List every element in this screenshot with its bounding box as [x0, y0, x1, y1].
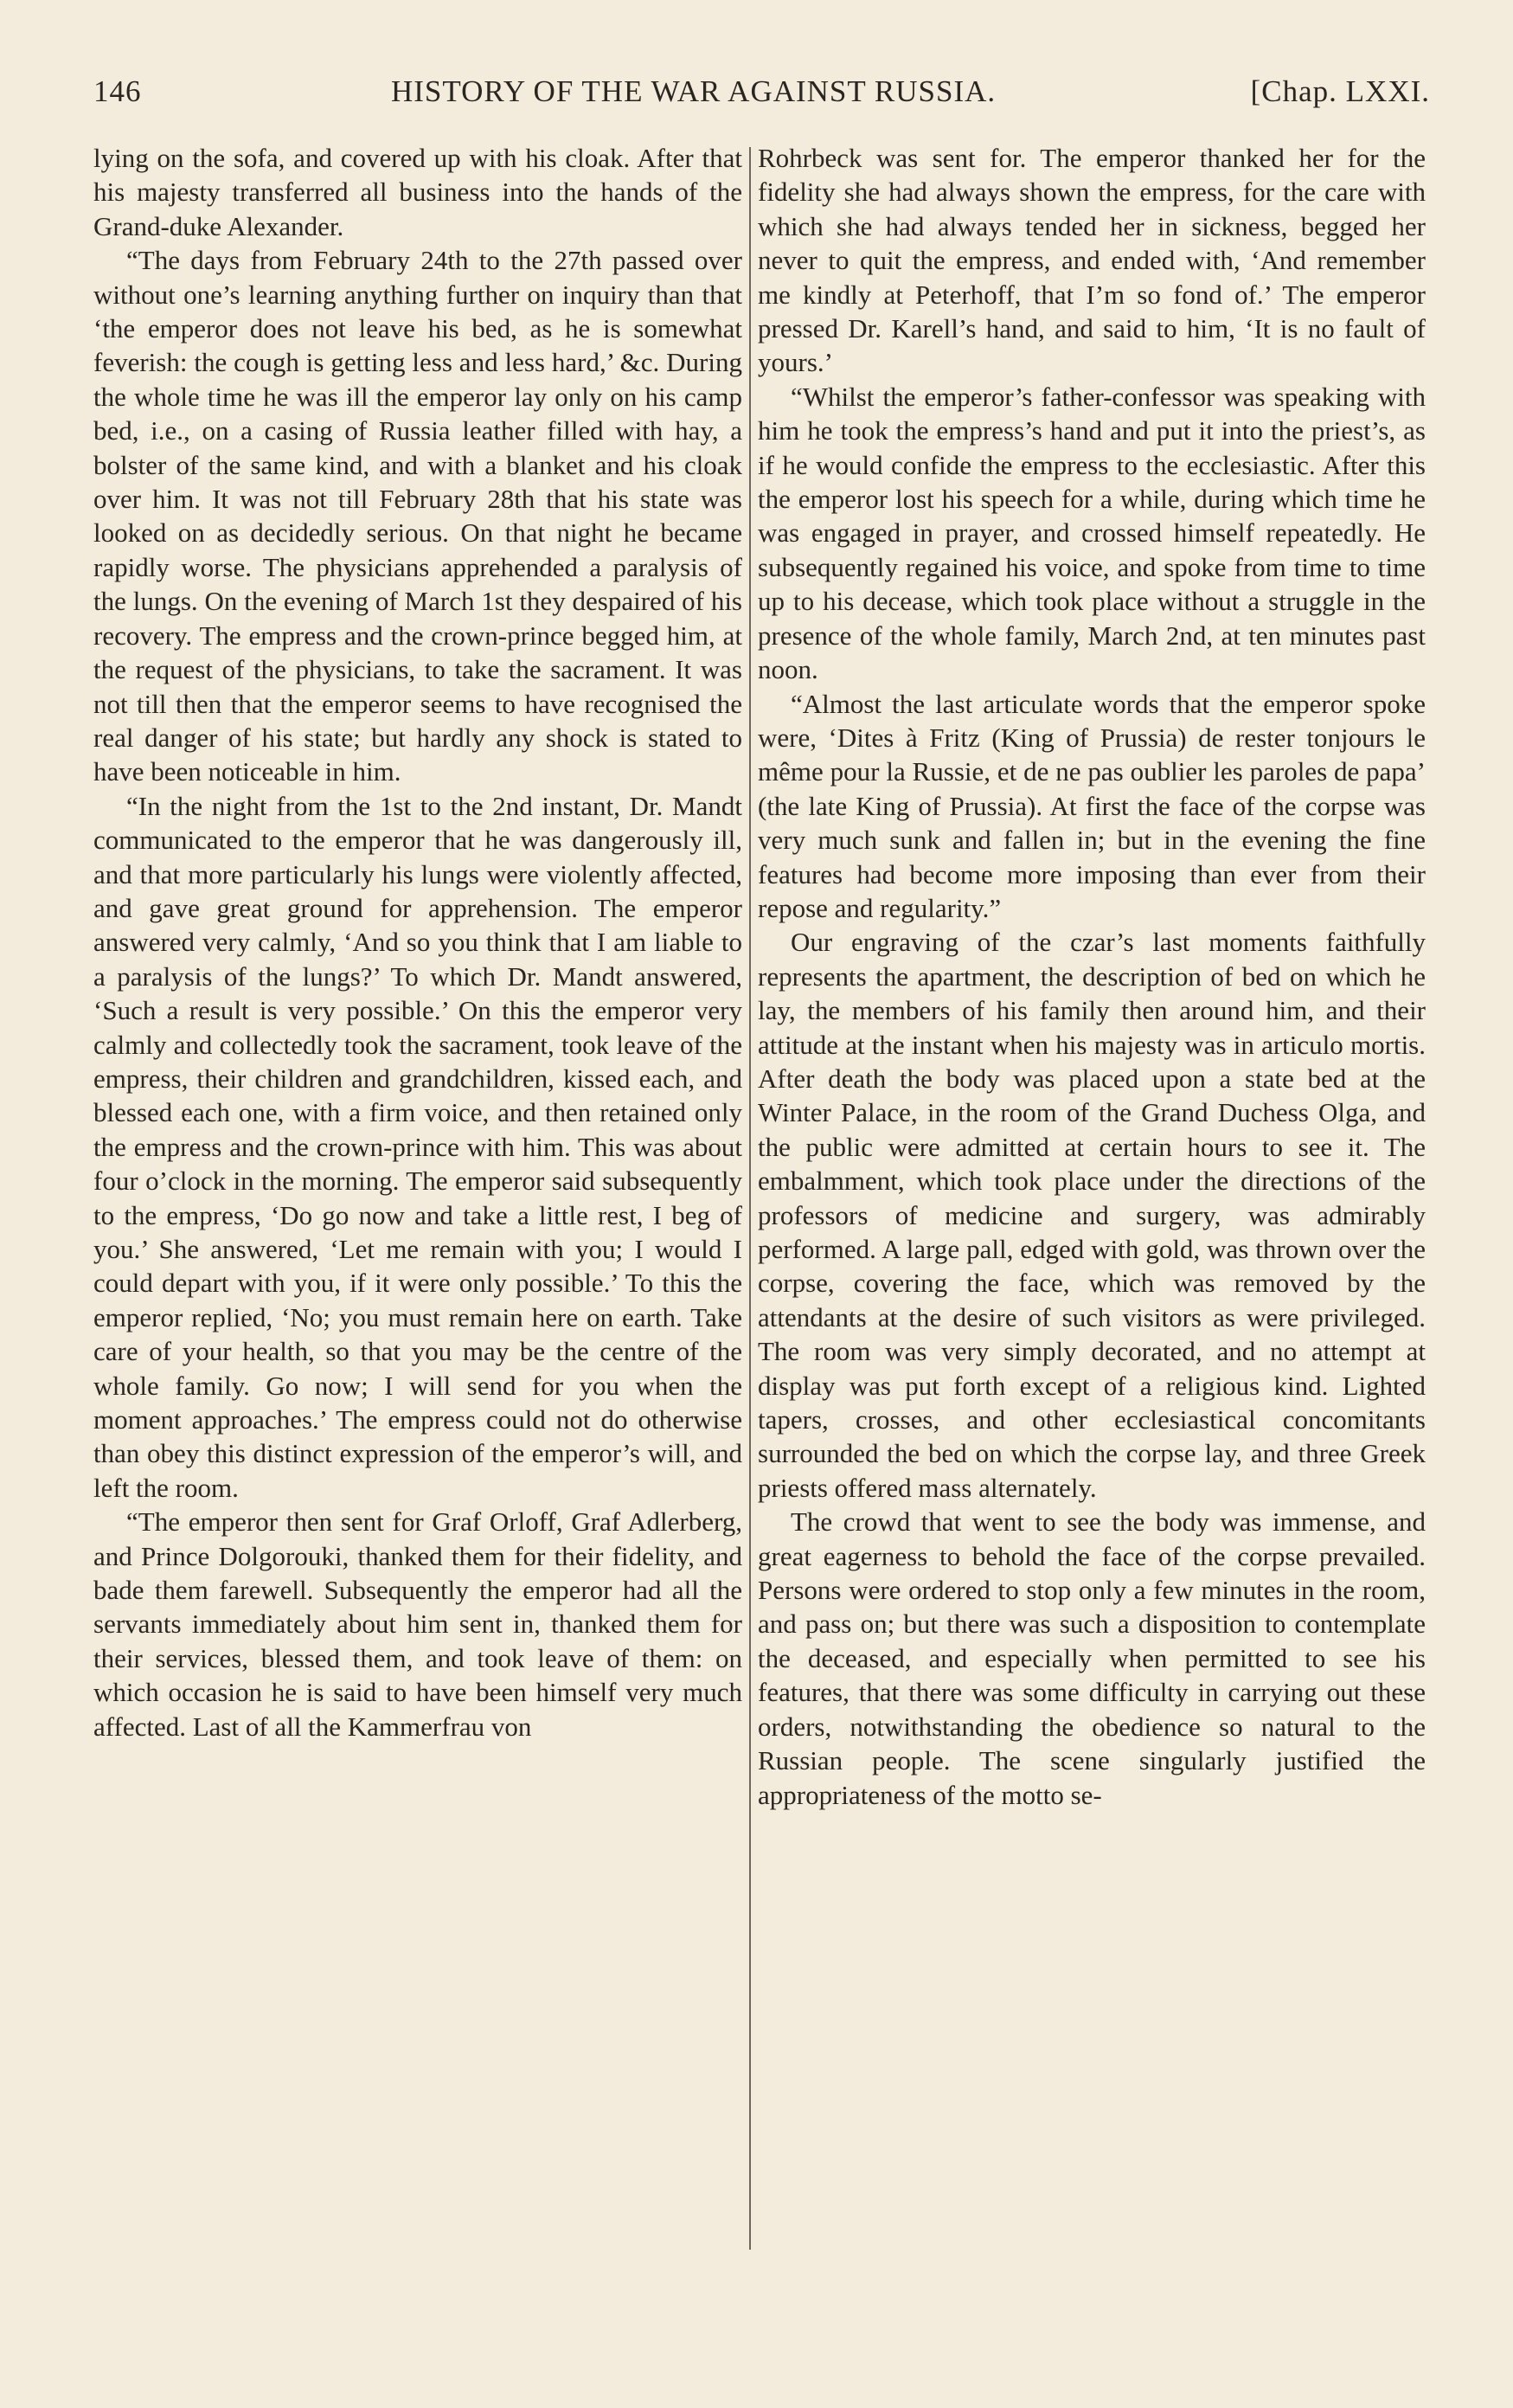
paragraph: “The emperor then sent for Graf Orloff, Graf Adlerberg, and Prince Dolgorouki, thanked them for their fidelity, and bade them farewell. Subsequently the emperor had all the servants immediately about him sent in, thanked them for their services, blessed them, and took leave of them: on which occasion he is said to have been himself very much affected. Last of all the Kammerfrau von	[93, 1506, 742, 1742]
paragraph: “In the night from the 1st to the 2nd instant, Dr. Mandt communicated to the emperor that he was dangerously ill, and that more particularly his lungs were violently affected, and gave great ground for apprehension. The emperor answered very calmly, ‘And so you think that I am liable to a paralysis of the lungs?’ To which Dr. Mandt answered, ‘Such a result is very possible.’ On this the emperor very calmly and collectedly took the sacrament, took leave of the empress, their children and grandchildren, kissed each, and blessed each one, with a firm voice, and then retained only the empress and the crown-prince with him. This was about four o’clock in the morning. The emperor said subsequently to the empress, ‘Do go now and take a little rest, I beg of you.’ She answered, ‘Let me remain with you; I would I could depart with you, if it were only possible.’ To this the emperor replied, ‘No; you must remain here on earth. Take care of your health, so that you may be the centre of the whole family. Go now; I will send for you when the moment approaches.’ The empress could not do otherwise than obey this distinct expression of the emperor’s will, and left the room.	[93, 790, 742, 1503]
paragraph: The crowd that went to see the body was immense, and great eagerness to behold the face of the corpse prevailed. Persons were ordered to stop only a few minutes in the room, and pass on; but there was such a disposition to contemplate the deceased, and especially when permitted to see his features, that there was some difficulty in carrying out these orders, notwithstanding the obedience so natural to the Russian people. The scene singularly justified the appropriateness of the motto se-	[758, 1506, 1426, 1810]
column-divider	[749, 147, 751, 2250]
running-header	[93, 74, 1430, 118]
right-column	[758, 141, 1426, 1812]
chapter-label: [Chap. LXXI.	[1250, 74, 1430, 108]
paragraph: lying on the sofa, and covered up with his cloak. After that his majesty transferred all business into the hands of the Grand-duke Alexander.	[93, 143, 742, 241]
paragraph: “Almost the last articulate words that the emperor spoke were, ‘Dites à Fritz (King of Prussia) de rester tonjours le même pour la Russie, et de ne pas oublier les paroles de papa’ (the late King of Prussia). At first the face of the corpse was very much sunk and fallen in; but in the evening the fine features had become more imposing than ever from their repose and regularity.”	[758, 688, 1426, 923]
paragraph: “Whilst the emperor’s father-confessor was speaking with him he took the empress’s hand and put it into the priest’s, as if he would confide the empress to the ecclesiastic. After this the emperor lost his speech for a while, during which time he was engaged in prayer, and crossed himself repeatedly. He subsequently regained his voice, and spoke from time to time up to his decease, which took place without a struggle in the presence of the whole family, March 2nd, at ten minutes past noon.	[758, 381, 1426, 685]
left-column	[93, 141, 742, 1743]
paragraph: “The days from February 24th to the 27th passed over without one’s learning anything further on inquiry than that ‘the emperor does not leave his bed, as he is somewhat feverish: the cough is getting less and less hard,’ &c. During the whole time he was ill the emperor lay only on his camp bed, i.e., on a casing of Russia leather filled with hay, a bolster of the same kind, and with a blanket and his cloak over him. It was not till February 28th that his state was looked on as decidedly serious. On that night he became rapidly worse. The physicians apprehended a paralysis of the lungs. On the evening of March 1st they despaired of his recovery. The empress and the crown-prince begged him, at the request of the physicians, to take the sacrament. It was not till then that the emperor seems to have recognised the real danger of his state; but hardly any shock is stated to have been noticeable in him.	[93, 245, 742, 787]
paragraph: Rohrbeck was sent for. The emperor thanked her for the fidelity she had always shown the empress, for the care with which she had always tended her in sickness, begged her never to quit the empress, and ended with, ‘And remember me kindly at Peterhoff, that I’m so fond of.’ The emperor pressed Dr. Karell’s hand, and said to him, ‘It is no fault of yours.’	[758, 143, 1426, 378]
running-title: HISTORY OF THE WAR AGAINST RUSSIA.	[391, 74, 997, 108]
paragraph: Our engraving of the czar’s last moments faithfully represents the apartment, the description of bed on which he lay, the members of his family then around him, and their attitude at the instant when his majesty was in articulo mortis. After death the body was placed upon a state bed at the Winter Palace, in the room of the Grand Duchess Olga, and the public were admitted at certain hours to see it. The embalmment, which took place under the directions of the professors of medicine and surgery, was admirably performed. A large pall, edged with gold, was thrown over the corpse, covering the face, which was removed by the attendants at the desire of such visitors as were privileged. The room was very simply decorated, and no attempt at display was put forth except of a religious kind. Lighted tapers, crosses, and other ecclesiastical concomitants surrounded the bed on which the corpse lay, and three Greek priests offered mass alternately.	[758, 927, 1426, 1503]
page-number: 146	[93, 74, 142, 108]
